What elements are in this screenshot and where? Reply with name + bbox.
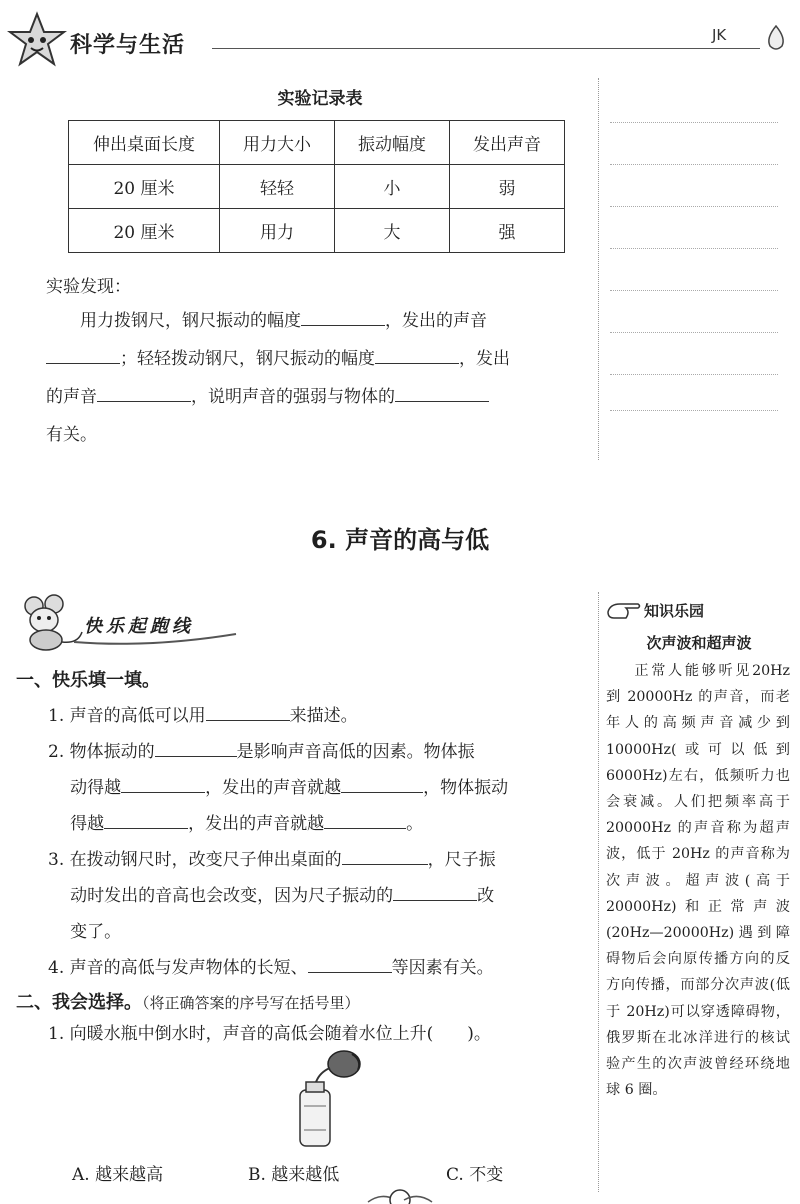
answer-blank[interactable] bbox=[46, 343, 120, 364]
question-text: 等因素有关。 bbox=[391, 958, 494, 978]
notes-line bbox=[610, 248, 778, 249]
answer-blank[interactable] bbox=[121, 772, 205, 793]
table-cell: 强 bbox=[450, 209, 565, 253]
answer-blank[interactable] bbox=[308, 952, 392, 973]
page-number-ornament bbox=[366, 1186, 434, 1204]
answer-blank[interactable] bbox=[342, 844, 428, 865]
answer-blank[interactable] bbox=[155, 736, 237, 757]
question-text: 改 bbox=[477, 886, 495, 906]
question-text: 3. 在拨动钢尺时，改变尺子伸出桌面的 bbox=[48, 850, 342, 870]
choice-question-1: 1. 向暖水瓶中倒水时，声音的高低会随着水位上升( )。 bbox=[48, 1024, 491, 1044]
option-b[interactable]: B. 越来越低 bbox=[248, 1165, 340, 1185]
finding-text: 用力拨钢尺，钢尺振动的幅度 bbox=[80, 311, 301, 331]
sidebar-label: 知识乐园 bbox=[644, 602, 705, 620]
question-text: ，发出的声音就越 bbox=[188, 814, 325, 834]
thermos-pouring-illustration bbox=[292, 1046, 364, 1150]
option-a[interactable]: A. 越来越高 bbox=[72, 1165, 164, 1185]
answer-blank[interactable] bbox=[395, 381, 489, 402]
answer-blank[interactable] bbox=[301, 305, 385, 326]
part2-hint: （将正确答案的序号写在括号里） bbox=[142, 994, 360, 1012]
question-text: ，物体振动 bbox=[423, 778, 509, 798]
table-header-cell: 用力大小 bbox=[220, 121, 335, 165]
table-header-cell: 发出声音 bbox=[450, 121, 565, 165]
sidebar-divider bbox=[598, 592, 599, 1192]
table-cell: 用力 bbox=[220, 209, 335, 253]
question-text: 动得越 bbox=[70, 778, 122, 798]
table-cell: 20 厘米 bbox=[69, 209, 220, 253]
section-banner: 快乐起跑线 bbox=[84, 616, 194, 637]
part2-heading-text: 二、我会选择。 bbox=[16, 992, 142, 1013]
answer-blank[interactable] bbox=[393, 880, 477, 901]
table-cell: 弱 bbox=[450, 165, 565, 209]
table-header-cell: 振动幅度 bbox=[335, 121, 450, 165]
table-header-cell: 伸出桌面长度 bbox=[69, 121, 220, 165]
star-mascot-icon bbox=[6, 10, 68, 72]
question-text: 变了。 bbox=[70, 922, 122, 942]
question-text: 4. 声音的高低与发声物体的长短、 bbox=[48, 958, 308, 978]
notes-line bbox=[610, 332, 778, 333]
notes-line bbox=[610, 410, 778, 411]
finding-text: ，发出 bbox=[459, 349, 510, 369]
question-1 bbox=[48, 698, 593, 734]
question-text: 是影响声音高低的因素。物体振 bbox=[236, 742, 475, 762]
brand-title: 科学与生活 bbox=[70, 33, 186, 58]
question-text: ，发出的声音就越 bbox=[205, 778, 342, 798]
experiment-record-table bbox=[68, 120, 565, 253]
answer-blank[interactable] bbox=[324, 808, 406, 829]
table-cell: 小 bbox=[335, 165, 450, 209]
finding-text: 的声音 bbox=[46, 387, 97, 407]
notes-line bbox=[610, 290, 778, 291]
finding-text: ；轻轻拨动钢尺，钢尺振动的幅度 bbox=[120, 349, 375, 369]
table-header-row bbox=[69, 121, 565, 165]
part2-heading bbox=[16, 988, 360, 1014]
question-text: 1. 声音的高低可以用 bbox=[48, 706, 206, 726]
table-cell: 轻轻 bbox=[220, 165, 335, 209]
question-4 bbox=[48, 950, 593, 986]
option-c[interactable]: C. 不变 bbox=[446, 1165, 504, 1185]
finding-text: ，说明声音的强弱与物体的 bbox=[191, 387, 395, 407]
table-row bbox=[69, 165, 565, 209]
notes-column-divider bbox=[598, 78, 599, 460]
edition-code: JK bbox=[712, 26, 727, 44]
question-2 bbox=[48, 734, 593, 842]
question-3 bbox=[48, 842, 593, 950]
question-text: 2. 物体振动的 bbox=[48, 742, 155, 762]
notes-line bbox=[610, 206, 778, 207]
finding-label: 实验发现： bbox=[46, 277, 131, 297]
pointing-hand-icon bbox=[606, 598, 642, 622]
question-text: 动时发出的音高也会改变，因为尺子振动的 bbox=[70, 886, 394, 906]
answer-blank[interactable] bbox=[97, 381, 191, 402]
table-cell: 大 bbox=[335, 209, 450, 253]
notes-line bbox=[610, 374, 778, 375]
finding-text: ，发出的声音 bbox=[385, 311, 487, 331]
question-text: 。 bbox=[406, 814, 424, 834]
finding-text: 有关。 bbox=[46, 425, 97, 445]
answer-blank[interactable] bbox=[206, 700, 290, 721]
sidebar-body: 正常人能够听见20Hz 到 20000Hz 的声音，而老年人的高频声音减少到 10000Hz(或可以低到 6000Hz)左右，低频听力也会衰减。人们把频率高于20000Hz 的声音称为超声波，低于 20Hz 的声音称为次声波。超声波(高于 20000Hz)和正常声波(20Hz—20000Hz)遇到障碍物后会向原传播方向的反方向传播，而部分次声波(低于 20Hz)可以穿透障碍物，俄罗斯在北冰洋进行的核试验产生的次声波曾经环绕地球 6 圈。 bbox=[606, 663, 790, 1099]
finding-paragraph bbox=[46, 302, 591, 454]
sidebar-title: 次声波和超声波 bbox=[646, 634, 752, 652]
table-row bbox=[69, 209, 565, 253]
question-text: 得越 bbox=[70, 814, 105, 834]
droplet-icon bbox=[764, 24, 788, 52]
table-cell: 20 厘米 bbox=[69, 165, 220, 209]
section-title: 6. 声音的高与低 bbox=[310, 526, 490, 554]
table-title: 实验记录表 bbox=[277, 89, 363, 109]
answer-blank[interactable] bbox=[341, 772, 423, 793]
answer-blank[interactable] bbox=[104, 808, 188, 829]
notes-line bbox=[610, 122, 778, 123]
header-rule bbox=[212, 48, 760, 49]
answer-blank[interactable] bbox=[375, 343, 459, 364]
part1-heading: 一、快乐填一填。 bbox=[16, 670, 160, 691]
notes-line bbox=[610, 164, 778, 165]
question-text: 来描述。 bbox=[289, 706, 358, 726]
question-text: ，尺子振 bbox=[427, 850, 496, 870]
